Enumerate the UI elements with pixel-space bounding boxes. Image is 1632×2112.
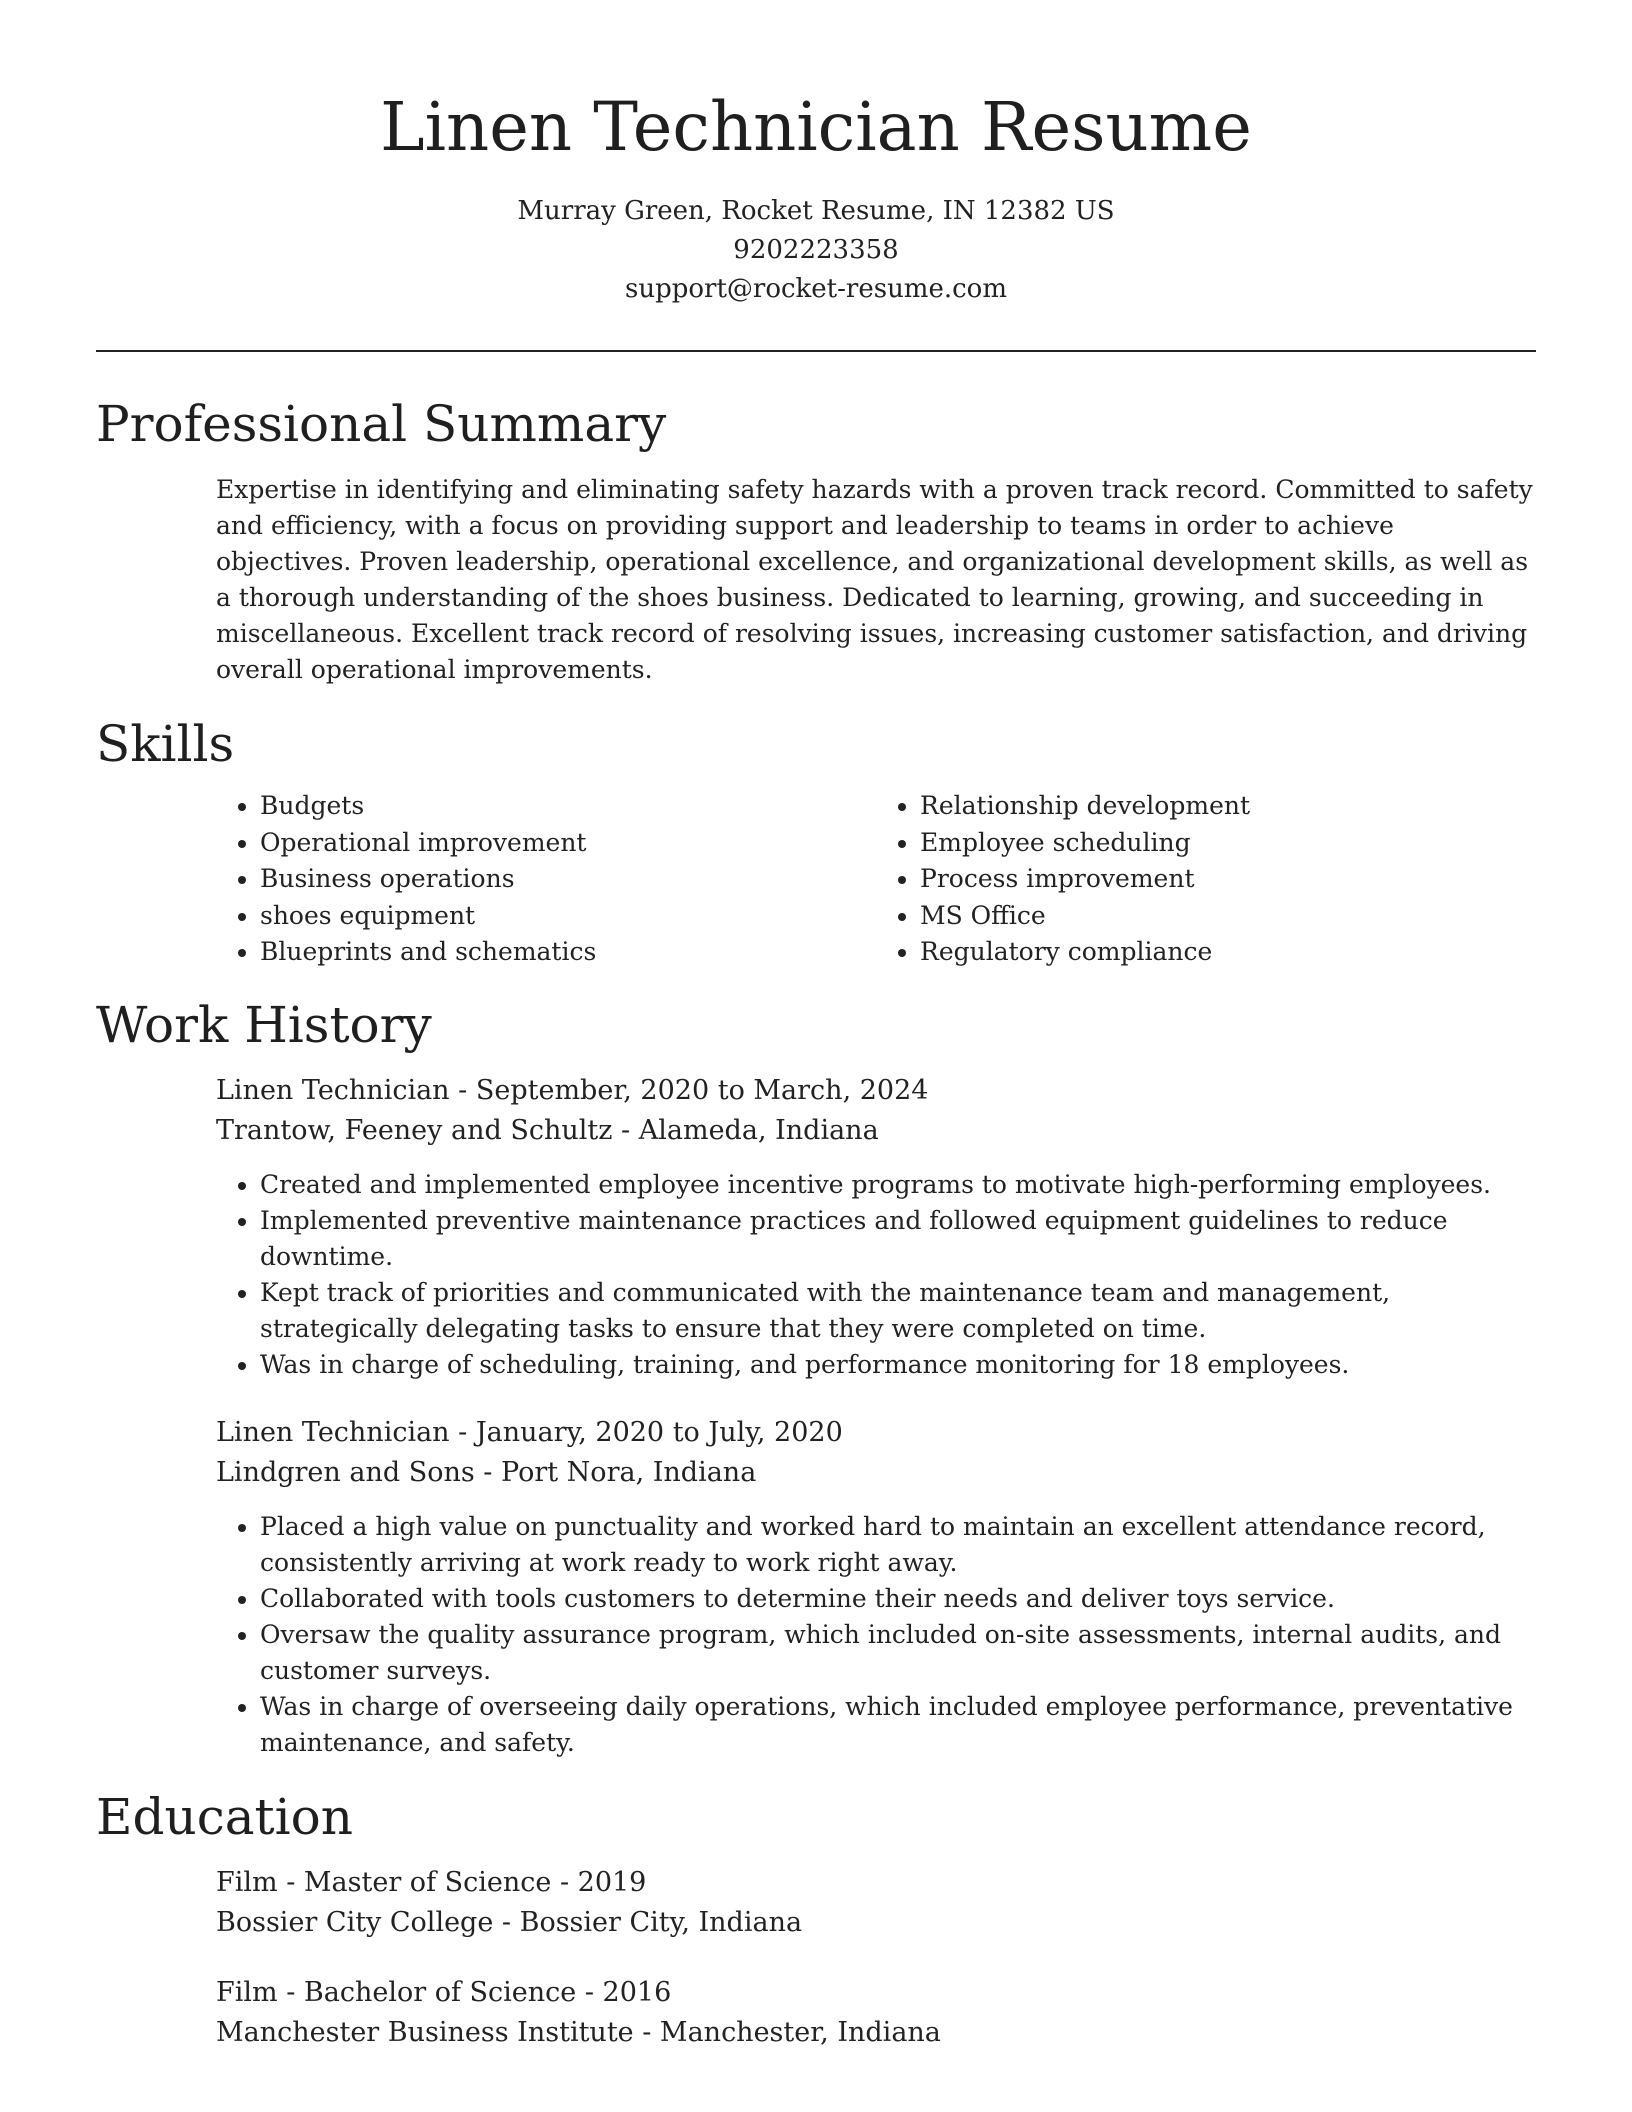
job-company-line: Trantow, Feeney and Schultz - Alameda, Indiana bbox=[216, 1114, 879, 1146]
skills-list bbox=[216, 788, 1536, 971]
summary-heading: Professional Summary bbox=[96, 395, 667, 453]
education-entry bbox=[216, 1973, 1536, 2053]
job-bullet: • Created and implemented employee incentive programs to motivate high-performing employees. bbox=[260, 1167, 1536, 1203]
job-entry bbox=[216, 1071, 1536, 1383]
education-degree-line: Film - Master of Science - 2019 bbox=[216, 1866, 647, 1898]
job-bullet: • Was in charge of overseeing daily operations, which included employee performance, preventative maintenance, and safety. bbox=[260, 1689, 1536, 1761]
job-bullet: • Was in charge of scheduling, training, and performance monitoring for 18 employees. bbox=[260, 1347, 1536, 1383]
work-history-heading: Work History bbox=[96, 995, 432, 1054]
job-company-line: Lindgren and Sons - Port Nora, Indiana bbox=[216, 1456, 757, 1488]
job-bullet: • Kept track of priorities and communicated with the maintenance team and management, strategically delegating tasks to ensure that they were completed on time. bbox=[260, 1275, 1536, 1347]
job-bullet: • Oversaw the quality assurance program, which included on-site assessments, internal audits, and customer surveys. bbox=[260, 1617, 1536, 1689]
job-entry bbox=[216, 1413, 1536, 1761]
resume-title: Linen Technician Resume bbox=[380, 88, 1252, 166]
job-bullet: • Implemented preventive maintenance practices and followed equipment guidelines to reduce downtime. bbox=[260, 1203, 1536, 1275]
education-heading: Education bbox=[96, 1787, 353, 1846]
job-position-line: Linen Technician - January, 2020 to July, 2020 bbox=[216, 1416, 843, 1448]
skill-item: • Operational improvement bbox=[260, 825, 876, 862]
skill-item: • Process improvement bbox=[920, 861, 1536, 898]
education-school-line: Manchester Business Institute - Manchester, Indiana bbox=[216, 2016, 941, 2048]
contact-phone: 9202223358 bbox=[733, 235, 899, 265]
contact-block bbox=[96, 192, 1536, 309]
skill-item: • shoes equipment bbox=[260, 898, 876, 935]
skill-item: • Budgets bbox=[260, 788, 876, 825]
skills-heading: Skills bbox=[96, 715, 235, 773]
header-divider bbox=[96, 350, 1536, 352]
skill-item: • Blueprints and schematics bbox=[260, 934, 876, 971]
skill-item: • Business operations bbox=[260, 861, 876, 898]
skill-item: • Employee scheduling bbox=[920, 825, 1536, 862]
summary-text: Expertise in identifying and eliminating safety hazards with a proven track record. Committed to safety and efficiency, with a focus on providing support and leadership to teams in order to achieve objectives. Proven leadership, operational excellence, and organizational development skills, as well as a thorough understanding of the shoes business. Dedicated to learning, growing, and succeeding in miscellaneous. Excellent track record of resolving issues, increasing customer satisfaction, and driving overall operational improvements. bbox=[216, 475, 1533, 684]
job-bullets bbox=[216, 1509, 1536, 1761]
skills-column-left bbox=[216, 788, 876, 971]
skill-item: • Relationship development bbox=[920, 788, 1536, 825]
contact-email: support@rocket-resume.com bbox=[624, 274, 1007, 304]
resume-header bbox=[96, 0, 1536, 309]
job-bullets bbox=[216, 1167, 1536, 1383]
skills-column-right bbox=[876, 788, 1536, 971]
job-bullet: • Collaborated with tools customers to determine their needs and deliver toys service. bbox=[260, 1581, 1536, 1617]
skill-item: • Regulatory compliance bbox=[920, 934, 1536, 971]
job-bullet: • Placed a high value on punctuality and worked hard to maintain an excellent attendance record, consistently arriving at work ready to work right away. bbox=[260, 1509, 1536, 1581]
contact-address: Murray Green, Rocket Resume, IN 12382 US bbox=[517, 196, 1115, 226]
education-degree-line: Film - Bachelor of Science - 2016 bbox=[216, 1976, 672, 2008]
education-school-line: Bossier City College - Bossier City, Indiana bbox=[216, 1906, 803, 1938]
education-entry bbox=[216, 1863, 1536, 1943]
skill-item: • MS Office bbox=[920, 898, 1536, 935]
job-position-line: Linen Technician - September, 2020 to March, 2024 bbox=[216, 1074, 929, 1106]
